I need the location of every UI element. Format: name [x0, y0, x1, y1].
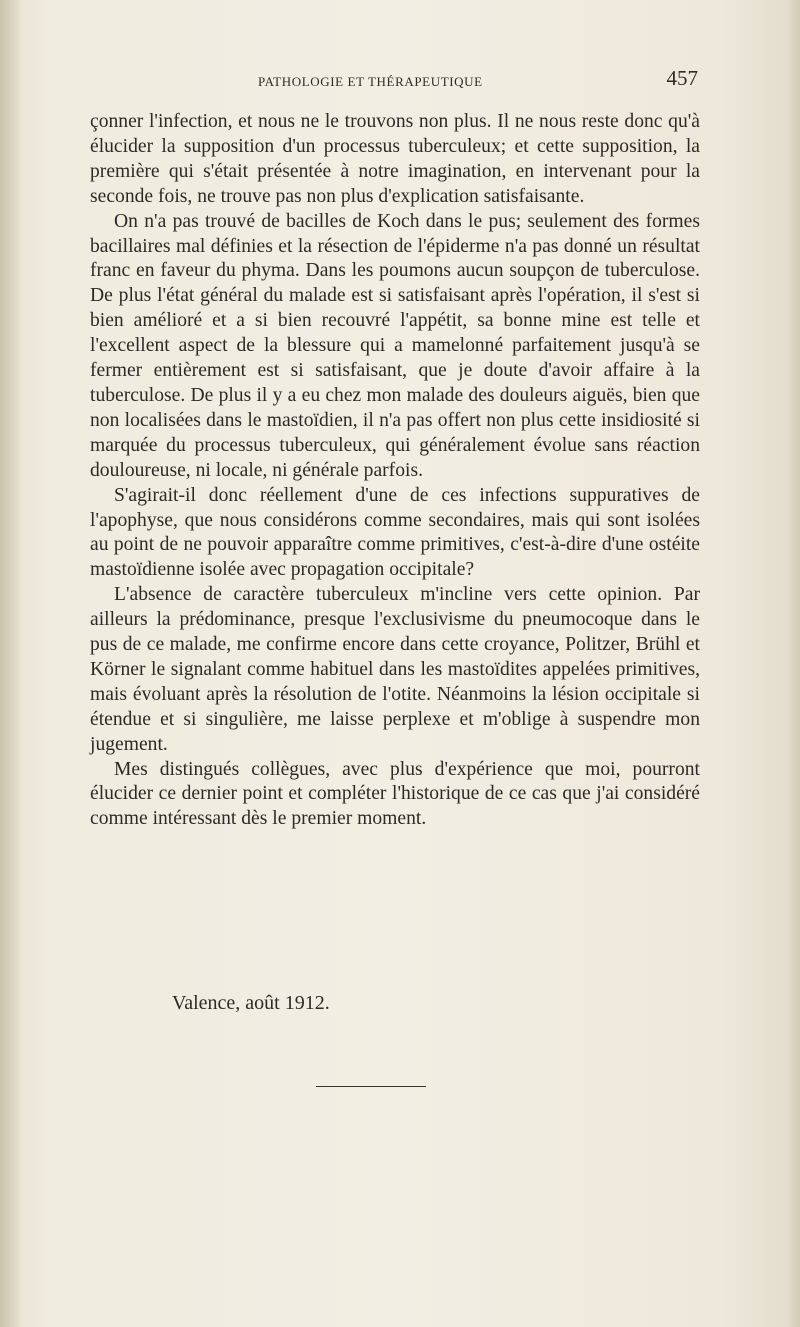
- body-text: [90, 110, 700, 832]
- signature-line: Valence, août 1912.: [172, 992, 330, 1014]
- paragraph-2: On n'a pas trouvé de bacilles de Koch dans le pus; seulement des formes bacillaires mal définies et la résection de l'épiderme n'a pas donné un résultat franc en faveur du phyma. Dans les poumons aucun soupçon de tuberculose. De plus l'état général du malade est si satisfaisant après l'opération, il s'est si bien amélioré et a si bien recouvré l'appétit, sa bonne mine est telle et l'excellent aspect de la blessure qui a mamelonné parfaitement jusqu'à se fermer entièrement est si satisfaisant, que je doute d'avoir affaire à la tuberculose. De plus il y a eu chez mon malade des douleurs aiguës, bien que non localisées dans le mastoïdien, il n'a pas offert non plus cette insidiosité si marquée du processus tuberculeux, qui généralement évolue sans réaction douloureuse, ni locale, ni générale parfois.: [90, 210, 700, 481]
- end-rule-divider: [316, 1086, 426, 1087]
- page-gutter-shadow: [0, 0, 22, 1327]
- page-header: [90, 66, 700, 96]
- page-edge-shadow: [786, 0, 800, 1327]
- paragraph-3: S'agirait-il donc réellement d'une de ces infections suppuratives de l'apophyse, que nous considérons comme secondaires, mais qui sont isolées au point de ne pouvoir apparaître comme primitives, c'est-à-dire d'une ostéite mastoïdienne isolée avec propagation occipitale?: [90, 484, 700, 581]
- paragraph-5: Mes distingués collègues, avec plus d'expérience que moi, pourront élucider ce dernier point et compléter l'historique de ce cas que j'ai considéré comme intéressant dès le premier moment.: [90, 758, 700, 830]
- running-title: PATHOLOGIE ET THÉRAPEUTIQUE: [258, 74, 483, 89]
- paragraph-4: L'absence de caractère tuberculeux m'incline vers cette opinion. Par ailleurs la prédominance, presque l'exclusivisme du pneumocoque dans le pus de ce malade, me confirme encore dans cette croyance, Politzer, Brühl et Körner le signalant comme habituel dans les mastoïdites appelées primitives, mais évoluant après la résolution de l'otite. Néanmoins la lésion occipitale si étendue et si singulière, me laisse perplexe et m'oblige à suspendre mon jugement.: [90, 584, 700, 755]
- paragraph-1: çonner l'infection, et nous ne le trouvons non plus. Il ne nous reste donc qu'à élucider la supposition d'un processus tuberculeux; et cette supposition, la première qui s'était présentée à notre imagination, en intervenant pour la seconde fois, ne trouve pas non plus d'explication satisfaisante.: [90, 111, 700, 207]
- page-number: 457: [666, 66, 698, 90]
